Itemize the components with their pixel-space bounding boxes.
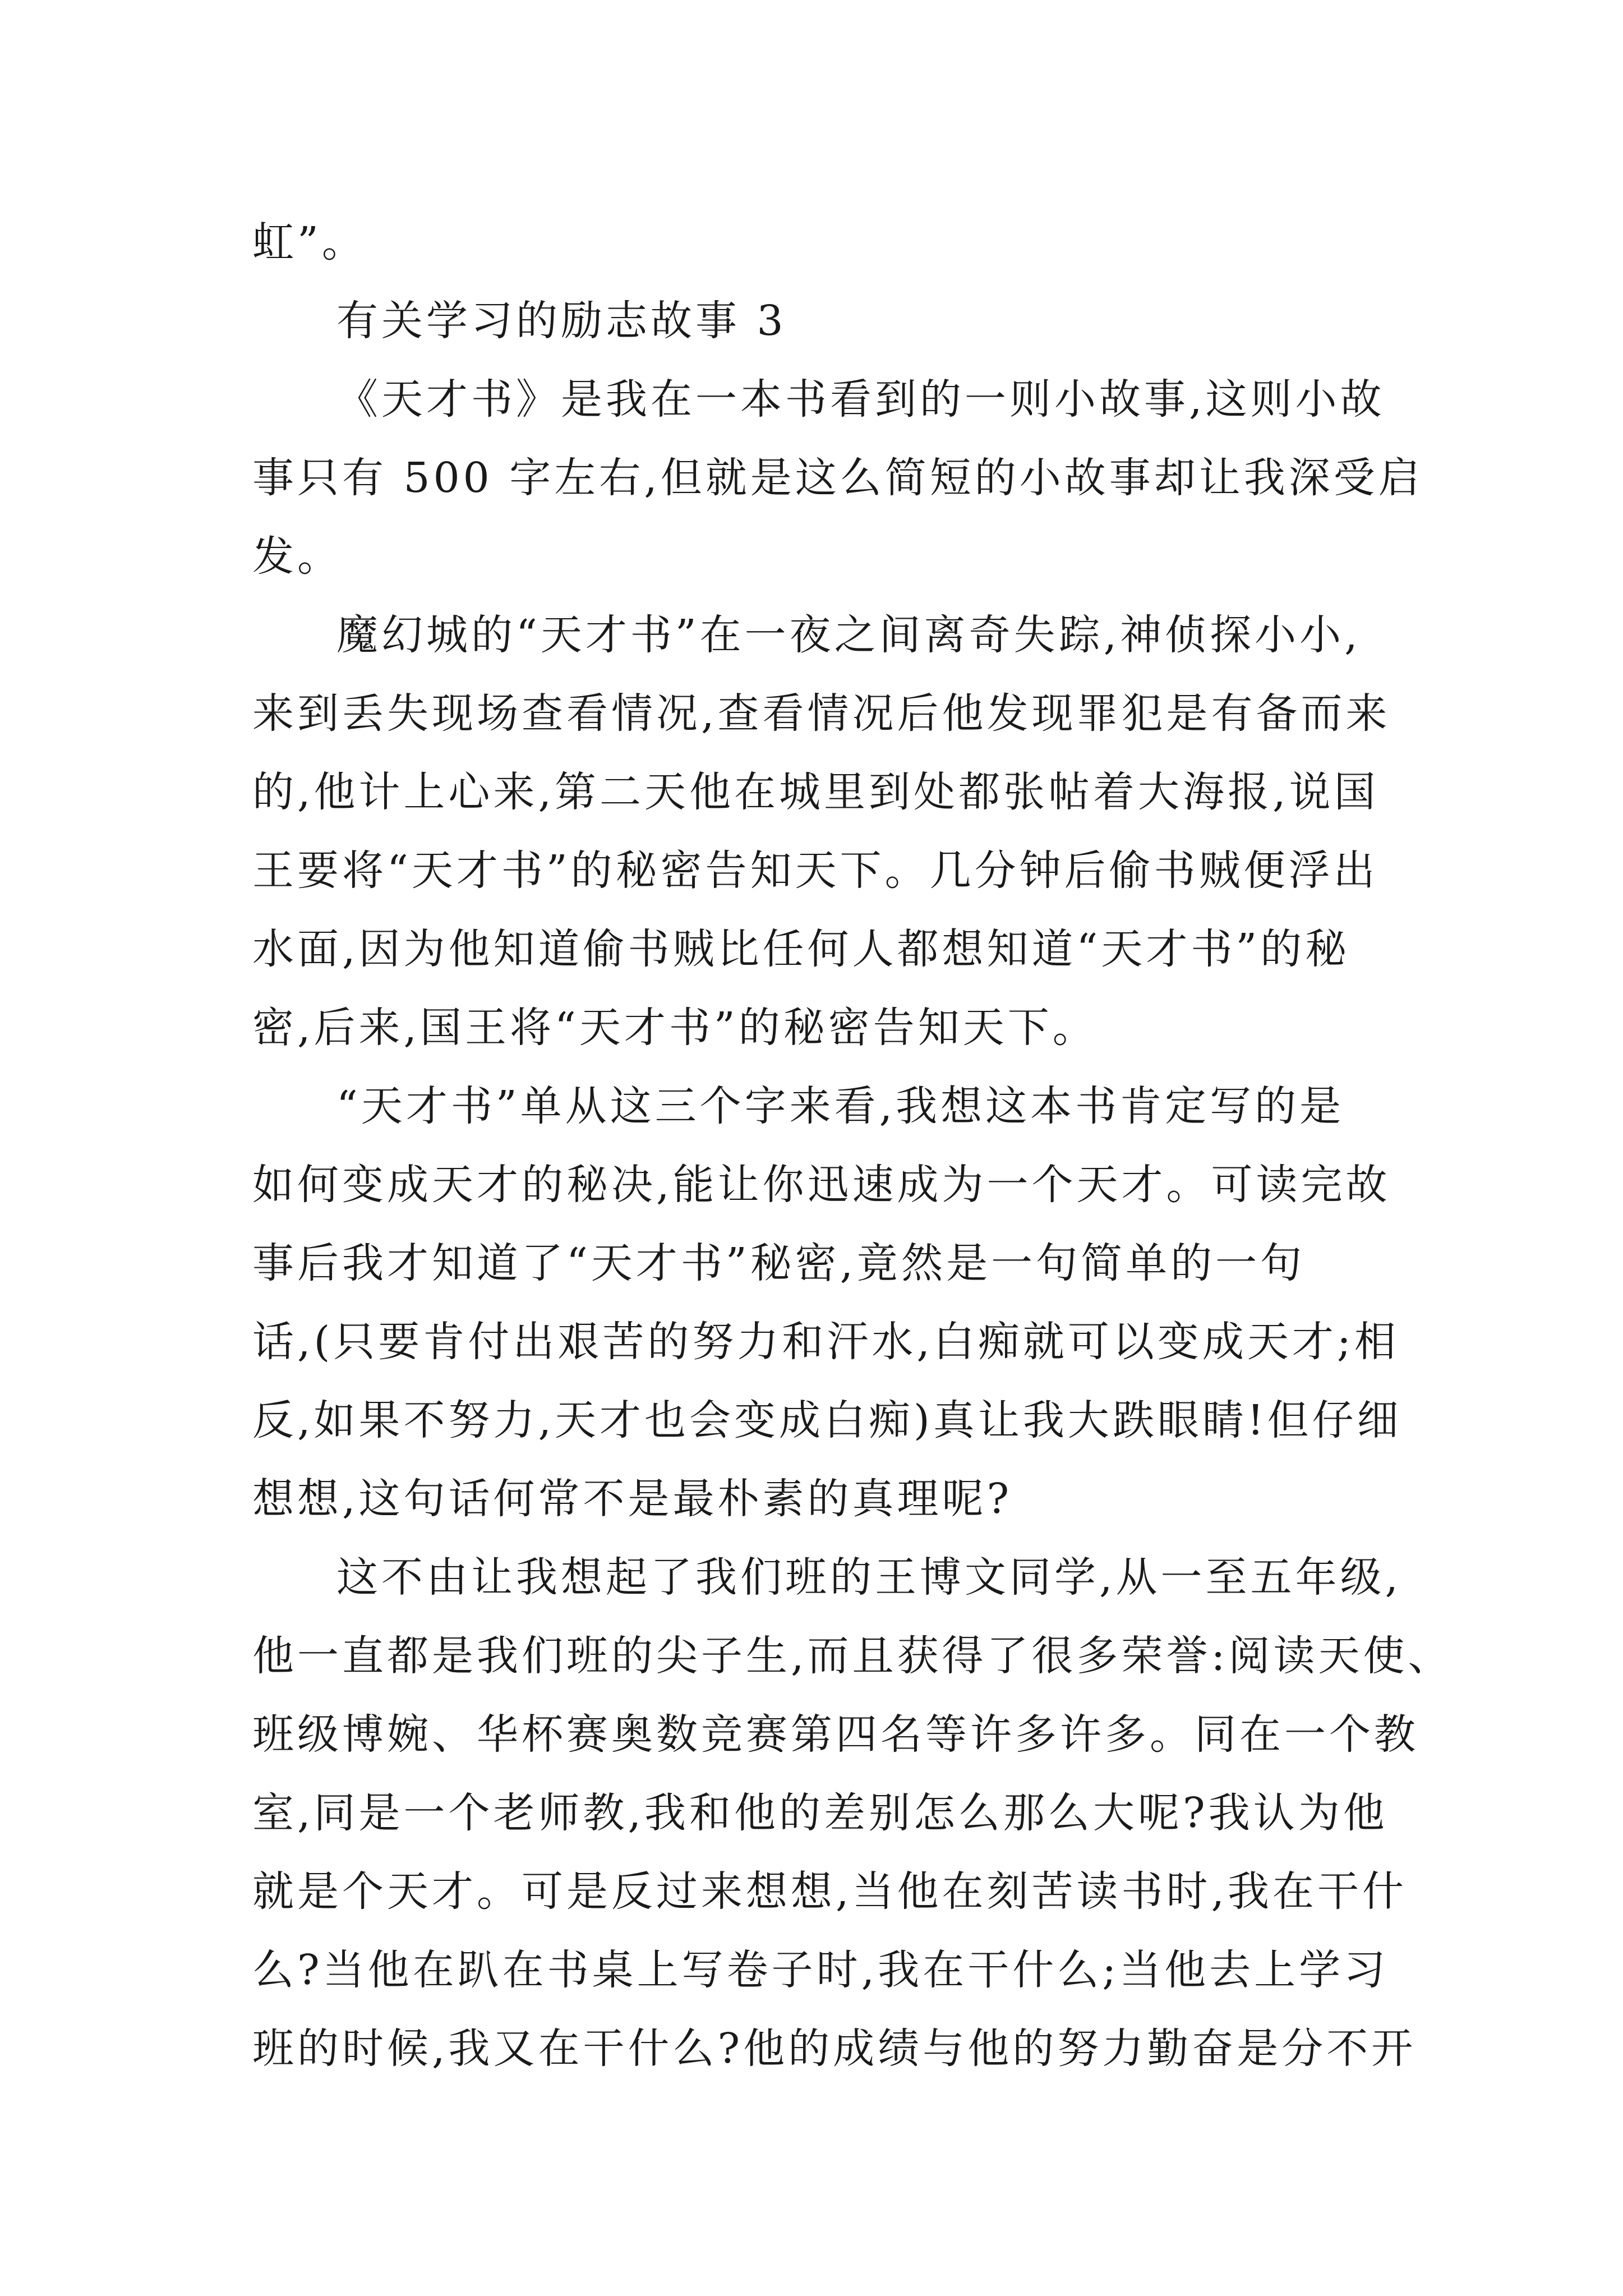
- text-line-16: 反,如果不努力,天才也会变成白痴)真让我大跌眼睛!但仔细: [252, 1396, 1402, 1444]
- text-line-1: 虹”。: [252, 218, 367, 266]
- text-line-13: 如何变成天才的秘决,能让你迅速成为一个天才。可读完故: [252, 1161, 1391, 1209]
- text-line-11: 密,后来,国王将“天才书”的秘密告知天下。: [252, 1004, 1098, 1052]
- text-line-5: 发。: [252, 532, 342, 581]
- text-line-7: 来到丢失现场查看情况,查看情况后他发现罪犯是有备而来: [252, 689, 1391, 738]
- text-line-15: 话,(只要肯付出艰苦的努力和汗水,白痴就可以变成天才;相: [252, 1318, 1399, 1366]
- text-line-17: 想想,这句话何常不是最朴素的真理呢?: [252, 1475, 1013, 1523]
- text-line-4: 事只有 500 字左右,但就是这么简短的小故事却让我深受启: [252, 454, 1423, 502]
- text-line-12: “天才书”单从这三个字来看,我想这本书肯定写的是: [336, 1082, 1345, 1130]
- text-line-24: 班的时候,我又在干什么?他的成绩与他的努力勤奋是分不开: [252, 2024, 1417, 2073]
- text-line-18: 这不由让我想起了我们班的王博文同学,从一至五年级,: [336, 1553, 1402, 1602]
- text-line-9: 王要将“天才书”的秘密告知天下。几分钟后偷书贼便浮出: [252, 846, 1378, 895]
- text-line-8: 的,他计上心来,第二天他在城里到处都张帖着大海报,说国: [252, 768, 1379, 816]
- document-page: [252, 203, 1453, 2088]
- text-line-21: 室,同是一个老师教,我和他的差别怎么那么大呢?我认为他: [252, 1789, 1388, 1837]
- text-line-20: 班级博婉、华杯赛奥数竞赛第四名等许多许多。同在一个教: [252, 1710, 1419, 1759]
- text-line-14: 事后我才知道了“天才书”秘密,竟然是一句简单的一句: [252, 1239, 1306, 1287]
- text-line-23: 么?当他在趴在书桌上写卷子时,我在干什么;当他去上学习: [252, 1946, 1389, 1994]
- text-line-3: 《天才书》是我在一本书看到的一则小故事,这则小故: [336, 375, 1385, 424]
- section-heading: 有关学习的励志故事 3: [336, 297, 787, 345]
- text-line-6: 魔幻城的“天才书”在一夜之间离奇失踪,神侦探小小,: [336, 611, 1361, 659]
- text-line-10: 水面,因为他知道偷书贼比任何人都想知道“天才书”的秘: [252, 925, 1350, 973]
- text-line-19: 他一直都是我们班的尖子生,而且获得了很多荣誉:阅读天使、: [252, 1632, 1453, 1680]
- text-line-22: 就是个天才。可是反过来想想,当他在刻苦读书时,我在干什: [252, 1867, 1408, 1916]
